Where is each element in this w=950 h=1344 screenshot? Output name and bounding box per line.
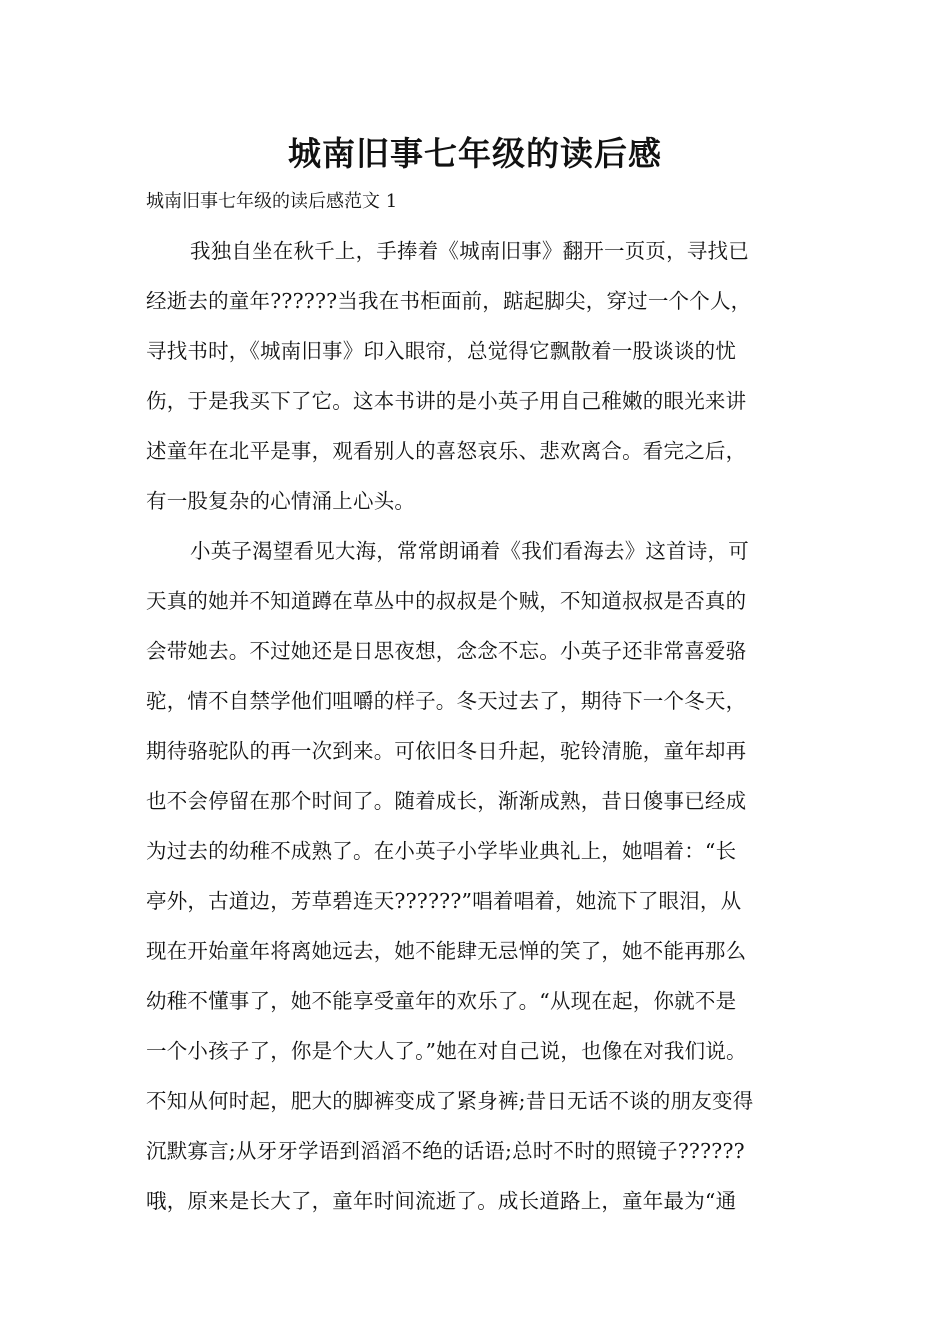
text-line: 幼稚不懂事了，她不能享受童年的欢乐了。“从现在起，你就不是 [146, 989, 737, 1013]
text-line: 有一股复杂的心情涌上心头。 [146, 489, 416, 513]
document-title: 城南旧事七年级的读后感 [288, 134, 662, 173]
text-line: 现在开始童年将离她远去，她不能肆无忌惮的笑了，她不能再那么 [146, 939, 747, 963]
text-line: 亭外，古道边，芳草碧连天??????”唱着唱着，她流下了眼泪，从 [146, 889, 742, 913]
text-line: 寻找书时，《城南旧事》印入眼帘，总觉得它飘散着一股谈谈的忧 [146, 339, 737, 363]
text-line: 述童年在北平是事，观看别人的喜怒哀乐、悲欢离合。看完之后， [146, 439, 747, 463]
text-line: 不知从何时起，肥大的脚裤变成了紧身裤;昔日无话不谈的朋友变得 [146, 1089, 754, 1113]
text-line: 一个小孩子了，你是个大人了。”她在对自己说，也像在对我们说。 [146, 1039, 747, 1063]
text-line: 小英子渴望看见大海，常常朗诵着《我们看海去》这首诗，可 [190, 539, 749, 563]
text-line: 期待骆驼队的再一次到来。可依旧冬日升起，驼铃清脆，童年却再 [146, 739, 747, 763]
text-line: 驼，情不自禁学他们咀嚼的样子。冬天过去了，期待下一个冬天， [146, 689, 747, 713]
text-line: 哦，原来是长大了，童年时间流逝了。成长道路上，童年最为“通 [146, 1189, 737, 1213]
text-line: 为过去的幼稚不成熟了。在小英子小学毕业典礼上，她唱着：“长 [146, 839, 737, 863]
text-line: 也不会停留在那个时间了。随着成长，渐渐成熟，昔日傻事已经成 [146, 789, 747, 813]
text-line: 经逝去的童年??????当我在书柜面前，踮起脚尖，穿过一个个人， [146, 289, 752, 313]
document-subtitle: 城南旧事七年级的读后感范文 1 [146, 191, 398, 212]
text-line: 会带她去。不过她还是日思夜想，念念不忘。小英子还非常喜爱骆 [146, 639, 747, 663]
text-line: 天真的她并不知道蹲在草丛中的叔叔是个贼，不知道叔叔是否真的 [146, 589, 747, 613]
text-line: 我独自坐在秋千上，手捧着《城南旧事》翻开一页页，寻找已 [190, 239, 749, 263]
paragraph-1 [146, 233, 816, 533]
text-line: 伤，于是我买下了它。这本书讲的是小英子用自己稚嫩的眼光来讲 [146, 389, 747, 413]
document-body [146, 233, 816, 1233]
text-line: 沉默寡言;从牙牙学语到滔滔不绝的话语;总时不时的照镜子?????? [146, 1139, 745, 1163]
paragraph-2 [146, 533, 816, 1233]
